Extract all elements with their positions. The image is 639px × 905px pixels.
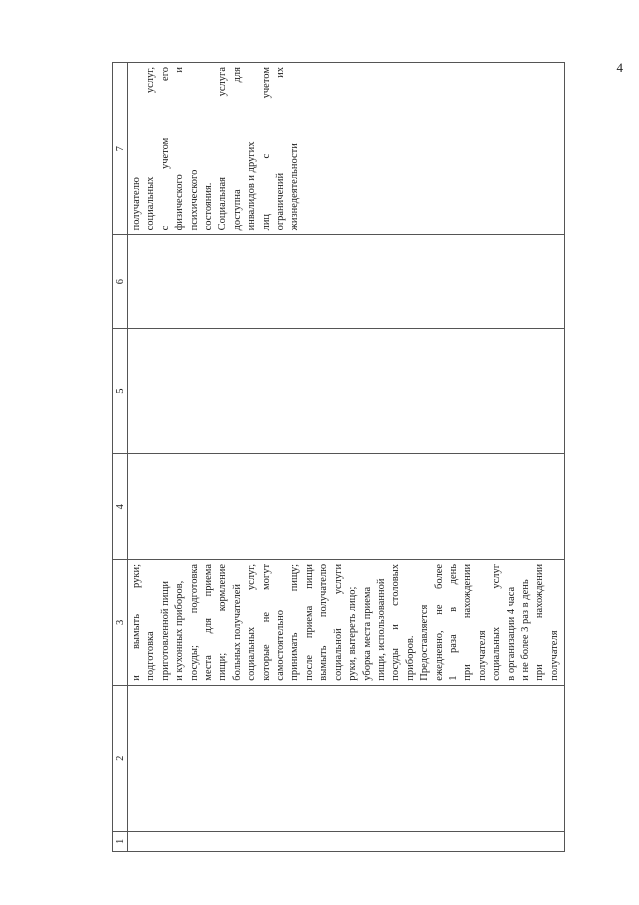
text-word: и xyxy=(174,67,186,73)
cell-col3-service-description xyxy=(128,559,565,685)
text-word: после xyxy=(303,654,315,681)
text-line xyxy=(346,564,360,681)
text-word: услуг, xyxy=(246,563,258,591)
header-cell-6: 6 xyxy=(113,235,128,328)
text-word: получателю xyxy=(131,177,142,231)
text-word: нахождении xyxy=(534,563,546,619)
text-line xyxy=(505,564,519,681)
text-word: принимать xyxy=(289,632,301,681)
text-line xyxy=(231,564,245,681)
text-word: состояния. xyxy=(203,182,215,231)
text-word: приема xyxy=(303,605,315,639)
text-line xyxy=(303,564,317,681)
text-line xyxy=(144,67,158,230)
text-word: лиц xyxy=(260,213,272,231)
text-word: столовых xyxy=(390,563,402,606)
text-word: услуга xyxy=(217,67,229,97)
text-line xyxy=(361,564,375,681)
cell-col6 xyxy=(128,235,565,328)
text-line xyxy=(288,564,302,681)
text-line xyxy=(159,564,173,681)
text-word: пищи; xyxy=(217,652,229,681)
text-word: нахождении xyxy=(462,563,474,619)
text-line xyxy=(159,67,173,230)
text-word: подготовка xyxy=(145,631,157,681)
text-word: руки, вытереть лицо; xyxy=(347,586,359,681)
text-line xyxy=(274,564,288,681)
text-line xyxy=(202,564,216,681)
text-word: инвалидов и других xyxy=(246,141,258,231)
text-word: и xyxy=(390,624,402,630)
cell-col7-conditions xyxy=(128,63,565,235)
cell-col1 xyxy=(128,831,565,851)
text-word: руки; xyxy=(131,563,142,588)
text-word: приборов. xyxy=(404,635,416,681)
header-cell-7: 7 xyxy=(113,63,128,235)
header-cell-3: 3 xyxy=(113,559,128,685)
text-word: услуги xyxy=(332,563,344,595)
text-word: доступна xyxy=(231,189,243,231)
text-word: пищи, использованной xyxy=(375,578,387,681)
text-word: приготовленной пищи xyxy=(159,580,171,681)
text-word: получателя xyxy=(548,630,560,681)
header-cell-5: 5 xyxy=(113,328,128,454)
cell-col4 xyxy=(128,454,565,559)
text-word: учетом xyxy=(159,137,171,170)
text-word: при xyxy=(534,664,546,681)
text-word: социальной xyxy=(332,628,344,681)
text-word: приема xyxy=(203,563,215,597)
text-word: день xyxy=(447,563,459,585)
text-word: при xyxy=(462,664,474,681)
text-word: больных получателей xyxy=(231,583,243,681)
text-line xyxy=(317,564,331,681)
text-word: с xyxy=(159,225,171,231)
text-line xyxy=(433,564,447,681)
text-word: жизнедеятельности xyxy=(289,143,301,231)
header-row xyxy=(113,63,128,852)
text-word: которые xyxy=(260,644,272,681)
text-word: в организации 4 часа xyxy=(505,586,517,681)
header-cell-4: 4 xyxy=(113,454,128,559)
text-word: раза xyxy=(447,634,459,653)
text-word: с xyxy=(260,153,272,159)
text-line xyxy=(245,67,259,230)
text-line xyxy=(389,564,403,681)
text-word: посуды; xyxy=(188,645,200,681)
text-word: получателя xyxy=(476,630,488,681)
text-line xyxy=(130,564,144,681)
text-word: получателю xyxy=(318,563,330,618)
text-word: ежедневно, xyxy=(433,630,445,681)
text-word: ограничений xyxy=(275,172,287,231)
text-word: самостоятельно xyxy=(275,609,287,681)
text-word: социальных xyxy=(145,176,157,231)
text-word: для xyxy=(231,67,243,83)
text-line xyxy=(202,67,216,230)
text-line xyxy=(231,67,245,230)
text-word: пищу; xyxy=(289,563,301,592)
text-word: их xyxy=(275,67,287,78)
text-line xyxy=(375,564,389,681)
text-word: пищи xyxy=(303,563,315,589)
text-word: более xyxy=(433,563,445,589)
text-line xyxy=(332,564,346,681)
text-line xyxy=(404,564,418,681)
text-word: его xyxy=(159,67,171,81)
cell-col2 xyxy=(128,685,565,831)
text-word: не xyxy=(433,604,445,615)
text-line xyxy=(130,67,144,230)
text-word: социальных xyxy=(246,626,258,681)
text-word: посуды xyxy=(390,648,402,681)
services-table xyxy=(112,62,565,852)
text-line xyxy=(216,67,230,230)
text-line xyxy=(274,67,288,230)
text-word: не xyxy=(260,612,272,623)
text-line xyxy=(188,67,202,230)
text-word: могут xyxy=(260,563,272,590)
text-line xyxy=(144,564,158,681)
text-word: физического xyxy=(174,174,186,231)
text-word: социальных xyxy=(491,626,503,681)
text-line xyxy=(216,564,230,681)
text-line xyxy=(548,564,562,681)
text-line xyxy=(288,67,302,230)
table-row xyxy=(128,63,565,852)
text-line xyxy=(533,564,547,681)
text-line xyxy=(260,67,274,230)
text-word: 1 xyxy=(447,675,459,681)
text-word: учетом xyxy=(260,67,272,99)
text-word: психического xyxy=(188,169,200,231)
rotated-table-container xyxy=(112,62,612,852)
cell-col5 xyxy=(128,328,565,454)
text-line xyxy=(490,564,504,681)
text-line xyxy=(476,564,490,681)
text-word: и xyxy=(131,675,142,681)
text-word: для xyxy=(203,618,215,634)
text-line xyxy=(188,564,202,681)
text-word: вымыть xyxy=(318,645,330,681)
text-word: кормление xyxy=(217,563,229,612)
text-word: услуг xyxy=(491,563,503,589)
text-word: Предоставляется xyxy=(419,604,431,681)
text-line xyxy=(519,564,533,681)
text-word: места xyxy=(203,655,215,681)
text-word: и не более 3 раз в день xyxy=(519,579,531,681)
text-word: в xyxy=(447,606,459,612)
text-word: Социальная xyxy=(217,177,229,231)
text-word: и кухонных приборов, xyxy=(174,580,186,681)
text-line xyxy=(173,67,187,230)
text-word: вымыть xyxy=(131,613,142,650)
header-cell-2: 2 xyxy=(113,685,128,831)
text-line xyxy=(418,564,432,681)
text-word: услуг, xyxy=(145,67,157,94)
text-word: уборка места приема xyxy=(361,586,373,681)
text-line xyxy=(447,564,461,681)
text-line xyxy=(245,564,259,681)
text-word: подготовка xyxy=(188,563,200,614)
page-number: 4 xyxy=(616,60,623,75)
text-line xyxy=(173,564,187,681)
text-line xyxy=(260,564,274,681)
header-cell-1: 1 xyxy=(113,831,128,851)
text-line xyxy=(461,564,475,681)
